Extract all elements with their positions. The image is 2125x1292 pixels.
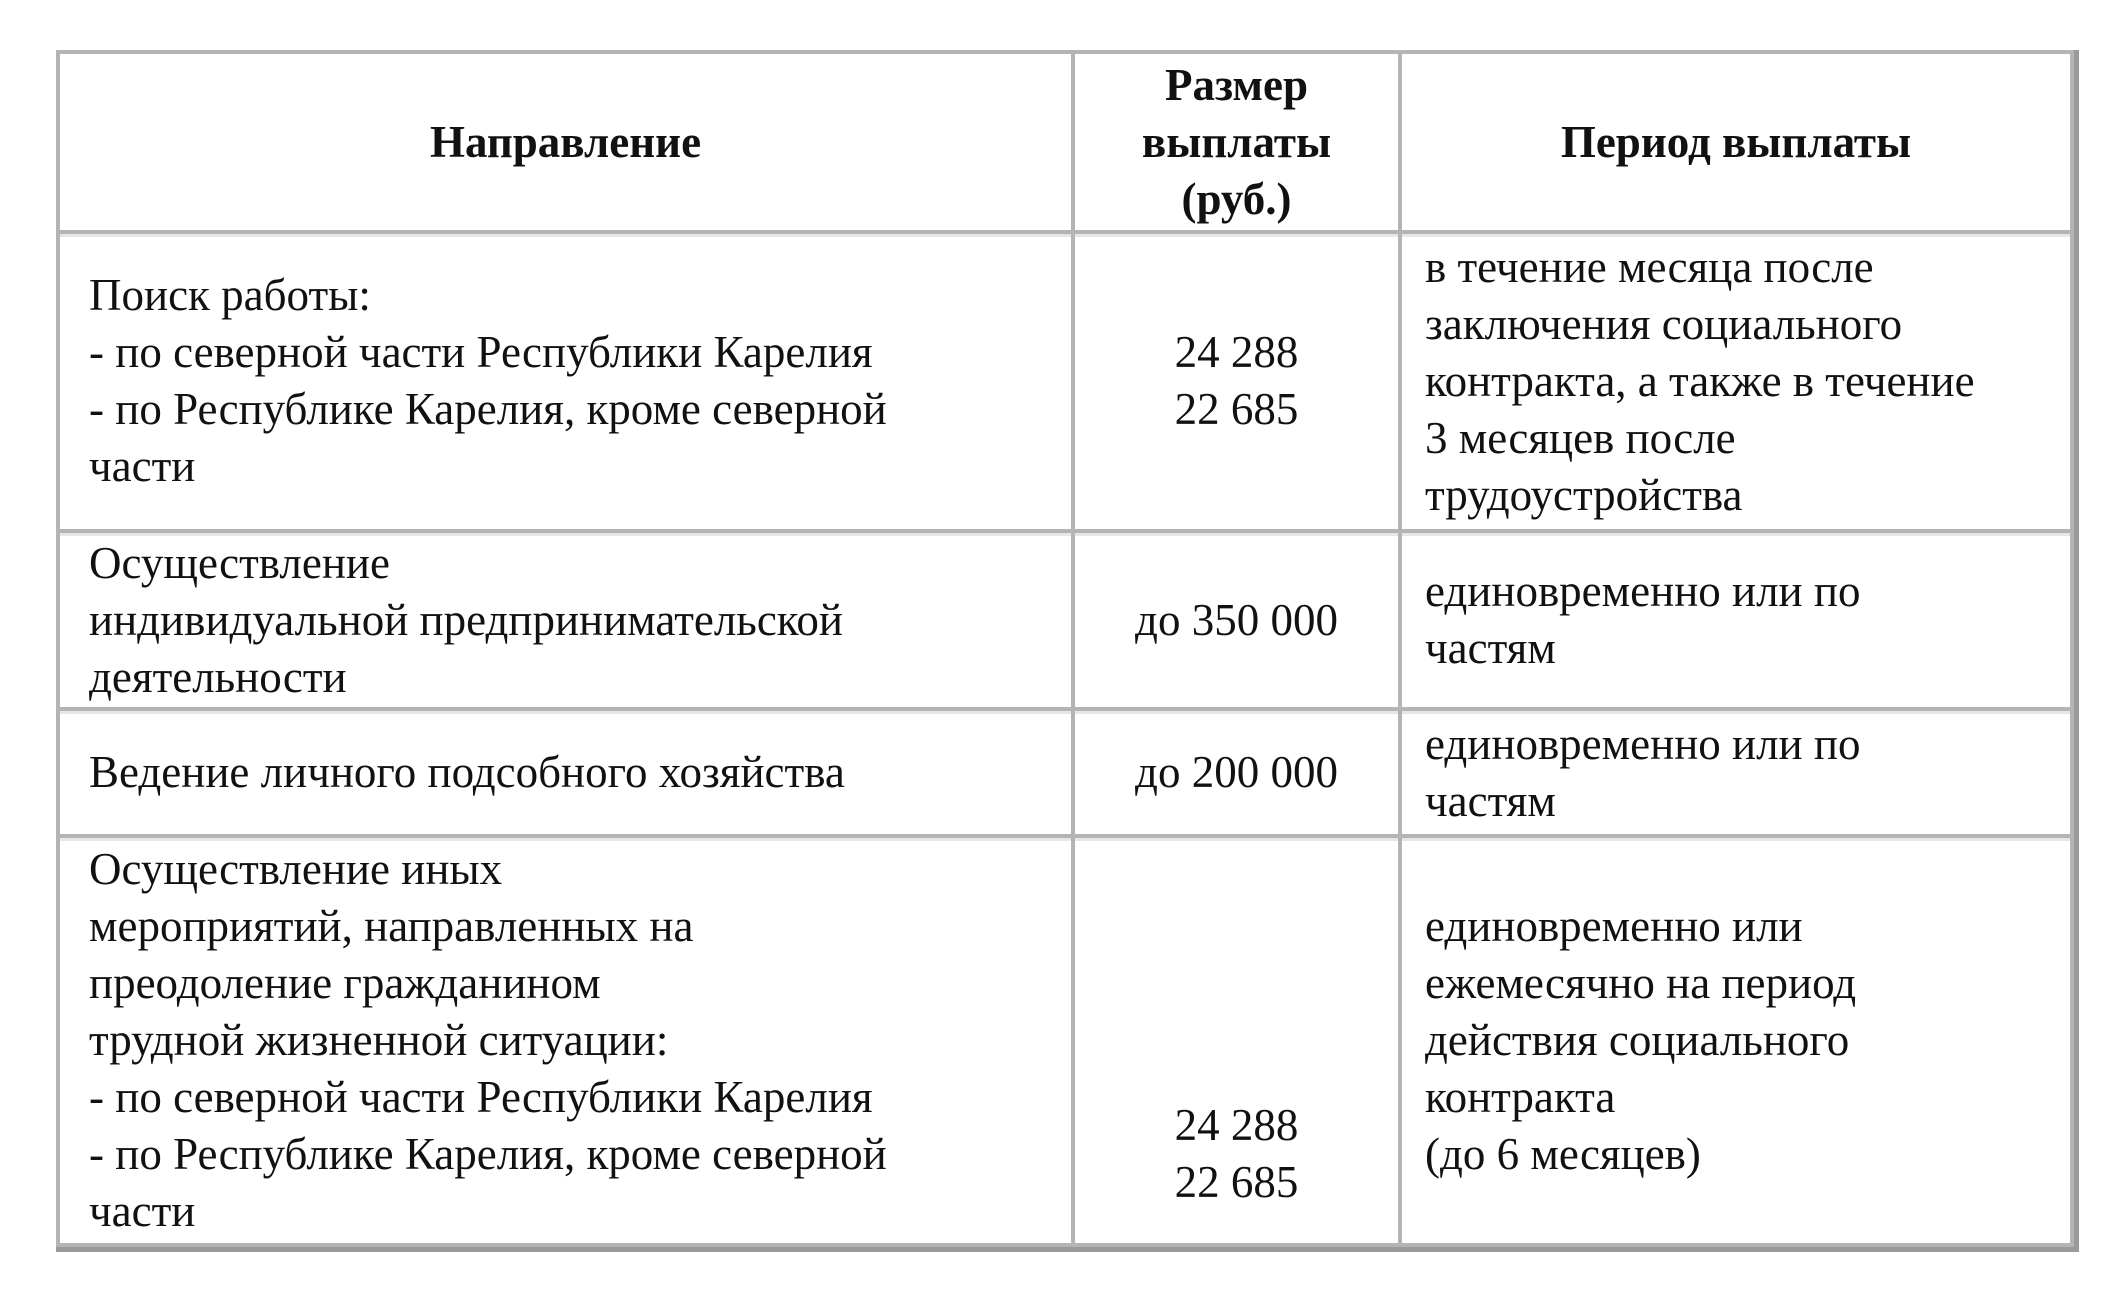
cell-amount: 24 288 22 685 <box>1071 230 1398 529</box>
table-row <box>56 529 2074 708</box>
cell-amount: до 200 000 <box>1071 707 1398 833</box>
table-row <box>56 230 2074 529</box>
cell-direction: Ведение личного подсобного хозяйства <box>56 707 1071 833</box>
cell-period: единовременно или по частям <box>1398 707 2074 833</box>
cell-direction: Осуществление иных мероприятий, направленных на преодоление гражданином трудной жизненной ситуации: - по северной части Республики Карелия - по Республике Карелия, кроме северной части <box>56 834 1071 1247</box>
table-row <box>56 834 2074 1247</box>
cell-period: в течение месяца после заключения социального контракта, а также в течение 3 месяцев после трудоустройства <box>1398 230 2074 529</box>
payments-table <box>56 50 2079 1252</box>
cell-amount: до 350 000 <box>1071 529 1398 708</box>
cell-direction: Поиск работы: - по северной части Республики Карелия - по Республике Карелия, кроме северной части <box>56 230 1071 529</box>
table-row <box>56 707 2074 833</box>
header-amount: Размер выплаты (руб.) <box>1071 50 1398 230</box>
cell-amount: 24 288 22 685 <box>1071 834 1398 1247</box>
table-header-row <box>56 50 2074 230</box>
cell-period: единовременно или ежемесячно на период действия социального контракта (до 6 месяцев) <box>1398 834 2074 1247</box>
payments-table-container <box>56 50 2074 1252</box>
cell-period: единовременно или по частям <box>1398 529 2074 708</box>
cell-direction: Осуществление индивидуальной предпринимательской деятельности <box>56 529 1071 708</box>
header-direction: Направление <box>56 50 1071 230</box>
header-period: Период выплаты <box>1398 50 2074 230</box>
